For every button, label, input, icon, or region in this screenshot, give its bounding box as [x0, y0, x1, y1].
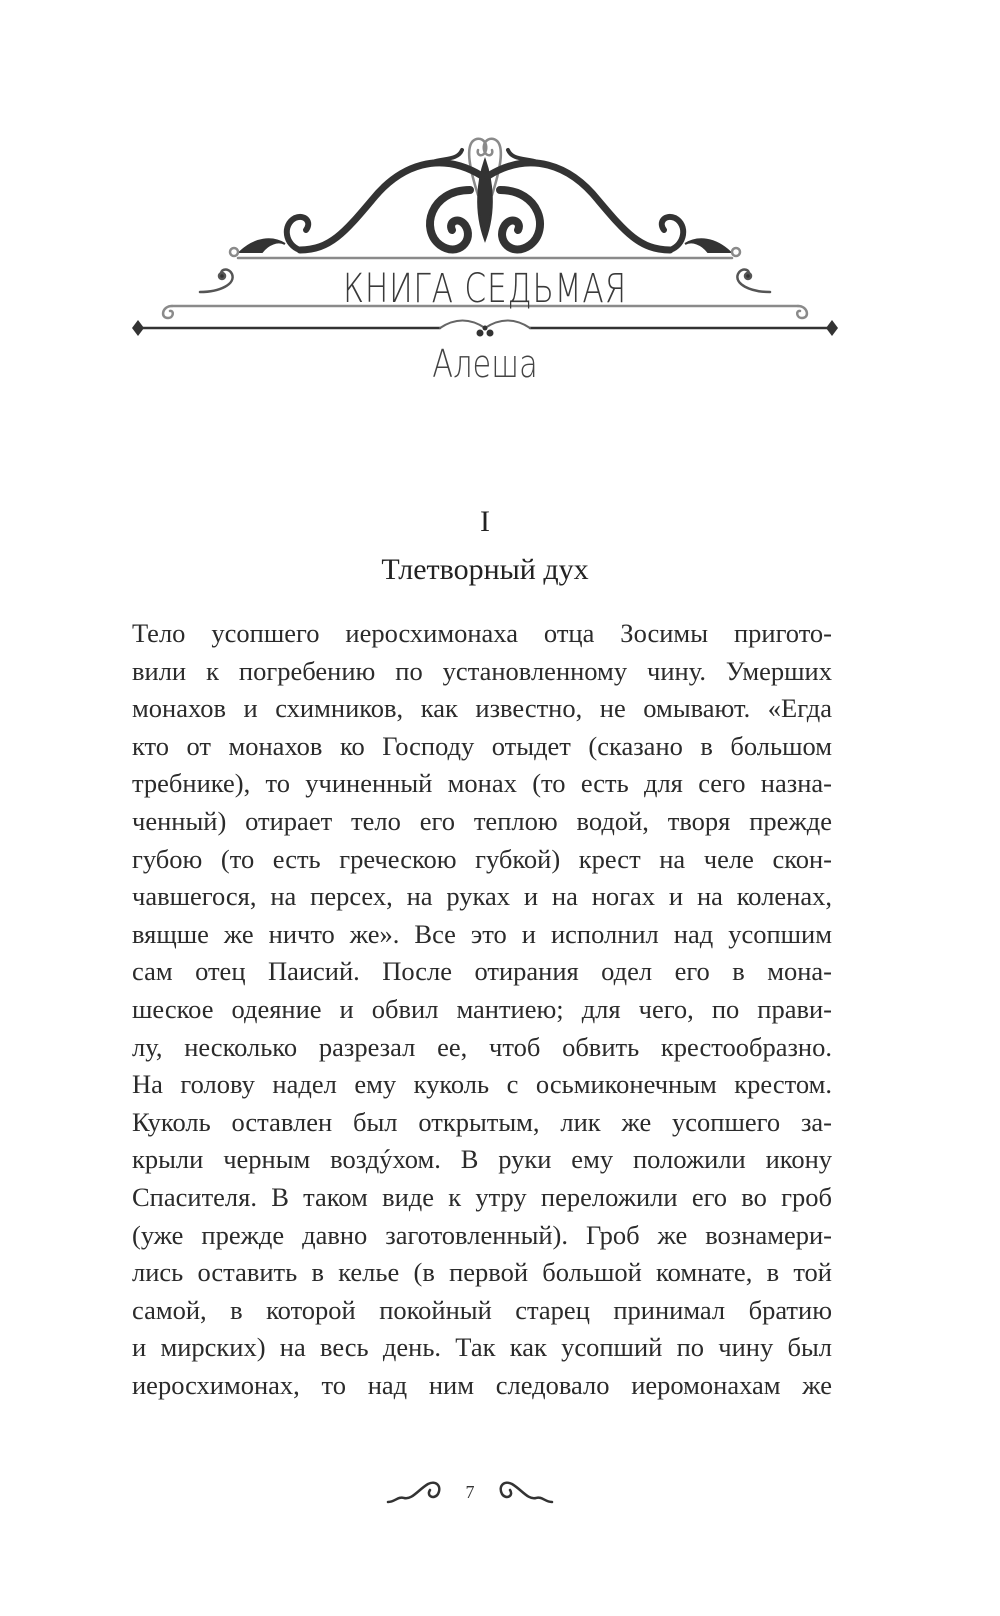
diamond-right-icon — [826, 320, 838, 336]
text-line: и мирских) на весь день. Так как усопший по чину был — [132, 1332, 832, 1363]
page-number: 7 — [465, 1482, 475, 1502]
text-line: монахов и схимников, как известно, не омывают. «Егда — [132, 693, 832, 724]
text-line: самой, в которой покойный старец принимал братию — [132, 1294, 832, 1325]
book-title: КНИГА СЕДЬМАЯ — [343, 266, 627, 312]
body-text — [132, 615, 832, 1404]
folio — [0, 1470, 970, 1510]
swirl-left-icon — [388, 1483, 439, 1502]
text-line: сам отец Паисий. После отирания одел его в мона- — [132, 956, 832, 987]
text-line: Тело усопшего иеросхимонаха отца Зосимы пригото- — [132, 618, 832, 648]
center-flourish-icon — [477, 326, 494, 337]
swirl-right-icon — [501, 1483, 552, 1502]
text-line: вящше же ничто же». Все это и исполнил над усопшим — [132, 918, 832, 949]
book-subtitle: Алеша — [432, 342, 538, 386]
text-line: кто от монахов ко Господу отыдет (сказано в большом — [132, 730, 832, 761]
chapter-number: I — [480, 505, 490, 538]
text-line: крыли черным воздýхом. В руки ему положили икону — [132, 1144, 832, 1175]
diamond-left-icon — [132, 320, 144, 336]
text-line: Спасителя. В таком виде к утру переложили его во гроб — [132, 1181, 832, 1212]
text-line: лу, несколько разрезал ее, чтоб обвить крестообразно. — [132, 1031, 832, 1062]
chapter-title: Тлетворный дух — [381, 553, 589, 586]
text-line: требнике), то учиненный монах (то есть для сего назна- — [132, 768, 832, 799]
text-line: вили к погребению по установленному чину. Умерших — [132, 655, 832, 686]
text-line: Куколь оставлен был открытым, лик же усопшего за- — [132, 1106, 832, 1137]
text-line: лись оставить в келье (в первой большой комнате, в той — [132, 1257, 832, 1288]
folio-ornament-icon — [0, 1470, 970, 1510]
text-line: иеросхимонах, то над ним следовало иеромонахам же — [132, 1369, 832, 1400]
text-line: На голову надел ему куколь с осьмиконечным крестом. — [132, 1069, 832, 1100]
text-line: губою (то есть греческою губкой) крест на челе скон- — [132, 843, 832, 874]
text-line: чавшегося, на персех, на руках и на ногах и на коленах, — [132, 881, 832, 912]
text-line: шеское одеяние и обвил мантиею; для чего, по прави- — [132, 993, 832, 1024]
text-line: (уже прежде давно заготовленный). Гроб же вознамери- — [132, 1219, 832, 1250]
text-line: ченный) отирает тело его теплою водой, творя прежде — [132, 805, 832, 836]
